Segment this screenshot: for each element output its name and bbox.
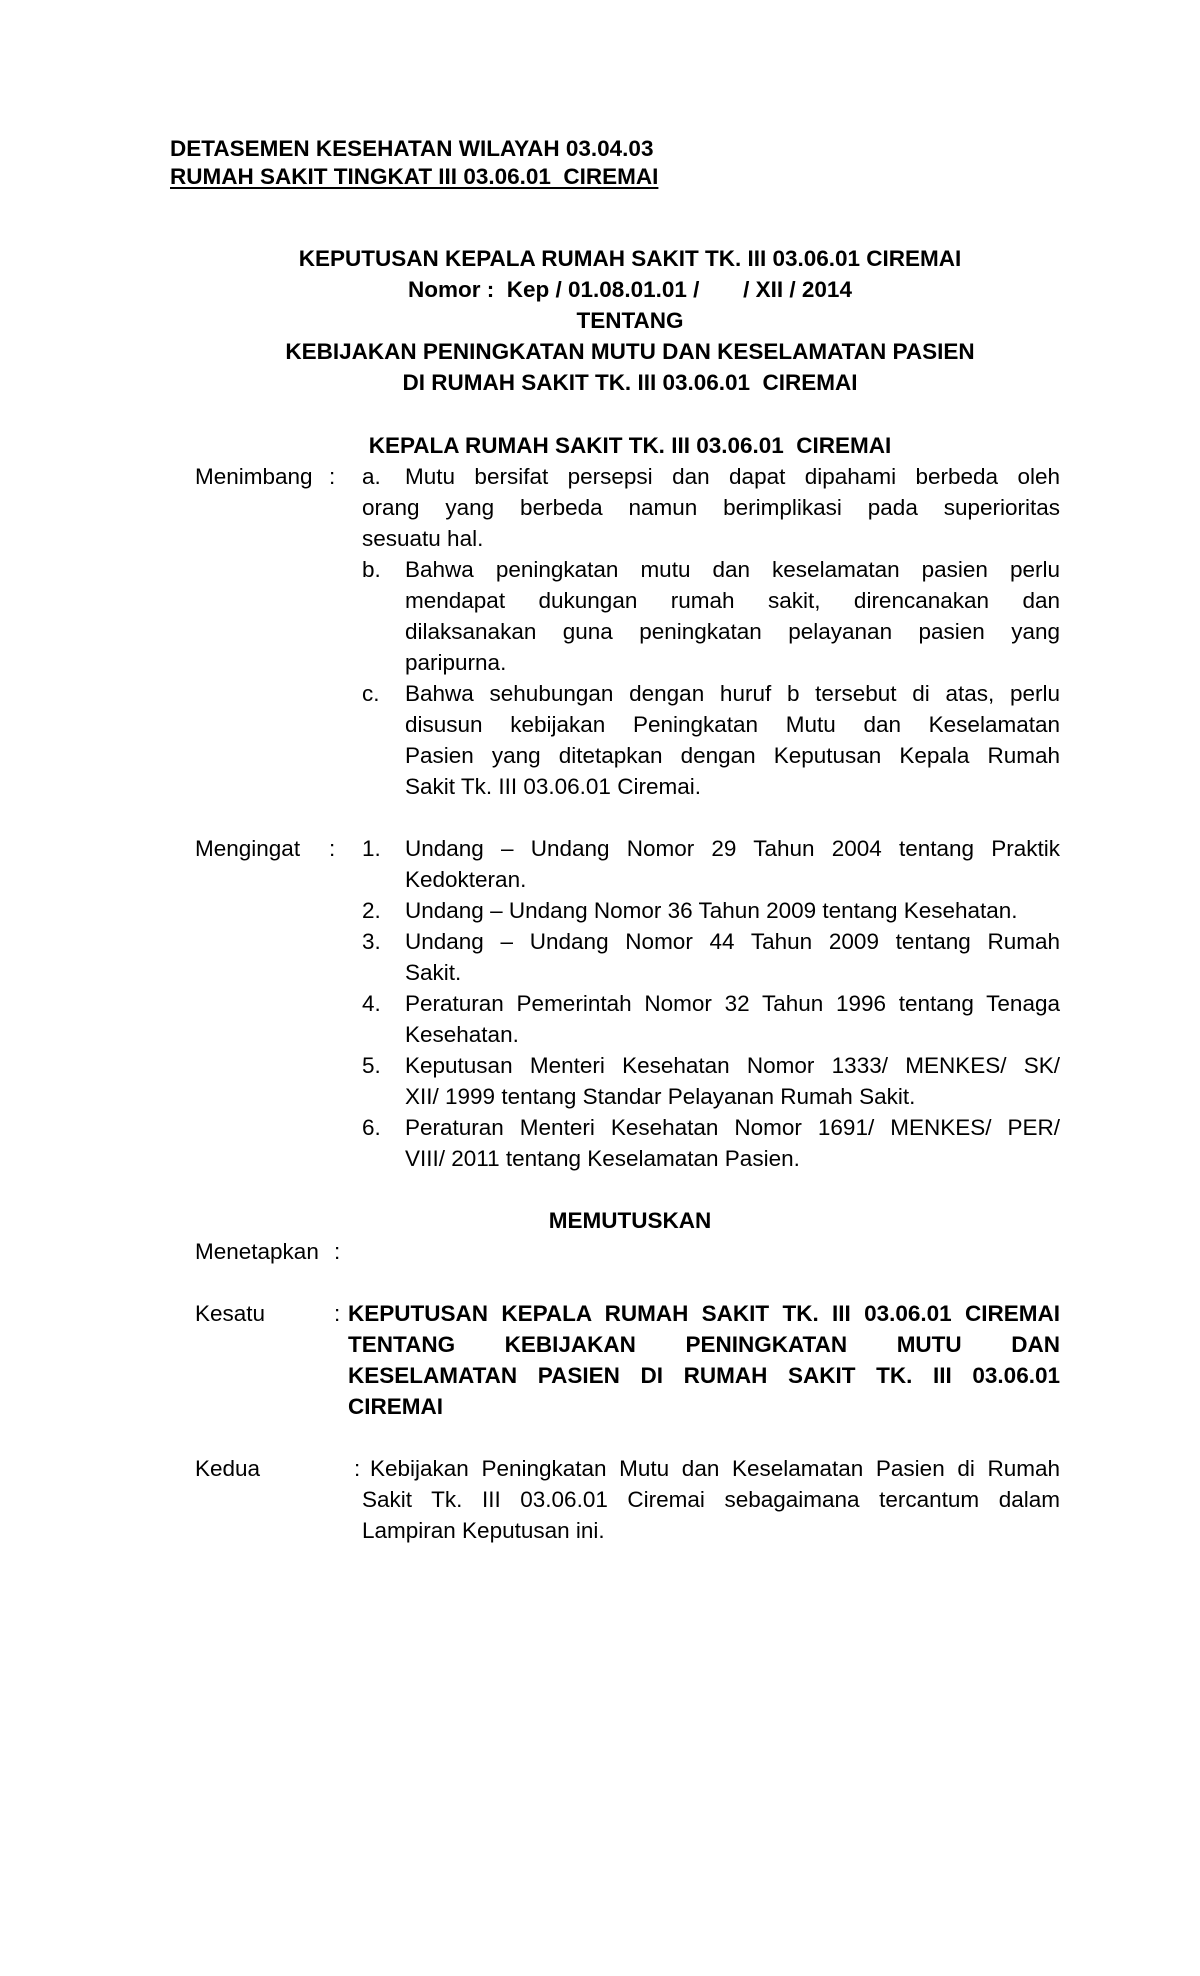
menimbang-b-line2: mendapat dukungan rumah sakit, direncanakan dan [405, 588, 1060, 613]
mengingat-colon: : [329, 836, 336, 861]
mengingat-3-line1: Undang – Undang Nomor 44 Tahun 2009 tentang Rumah [405, 929, 1060, 954]
kedua-line2: Sakit Tk. III 03.06.01 Ciremai sebagaimana tercantum dalam [362, 1487, 1060, 1512]
mengingat-1-line1: Undang – Undang Nomor 29 Tahun 2004 tentang Praktik [405, 836, 1060, 861]
decree-subject-location: DI RUMAH SAKIT TK. III 03.06.01 CIREMAI [402, 370, 858, 395]
mengingat-5-line1: Keputusan Menteri Kesehatan Nomor 1333/ MENKES/ SK/ [405, 1053, 1060, 1078]
menimbang-c-line2: disusun kebijakan Peningkatan Mutu dan Keselamatan [405, 712, 1060, 737]
mengingat-marker-1: 1. [362, 836, 381, 861]
kesatu-line2: TENTANG KEBIJAKAN PENINGKATAN MUTU DAN [348, 1332, 1060, 1357]
menimbang-a-line2: orang yang berbeda namun berimplikasi pada superioritas [362, 495, 1060, 520]
menimbang-colon: : [329, 464, 336, 489]
menimbang-b-line3: dilaksanakan guna peningkatan pelayanan pasien yang [405, 619, 1060, 644]
menimbang-marker-c: c. [362, 681, 380, 706]
mengingat-4-line1: Peraturan Pemerintah Nomor 32 Tahun 1996 tentang Tenaga [405, 991, 1060, 1016]
kedua-label: Kedua [195, 1456, 261, 1481]
menimbang-a-line3: sesuatu hal. [362, 526, 484, 551]
mengingat-5-line2: XII/ 1999 tentang Standar Pelayanan Rumah Sakit. [405, 1084, 916, 1109]
kesatu-label: Kesatu [195, 1301, 266, 1326]
kedua-line1: Kebijakan Peningkatan Mutu dan Keselamatan Pasien di Rumah [370, 1456, 1060, 1481]
header-hospital: RUMAH SAKIT TINGKAT III 03.06.01 CIREMAI [170, 164, 659, 189]
decree-tentang: TENTANG [576, 308, 684, 333]
mengingat-marker-4: 4. [362, 991, 381, 1016]
decree-subject: KEBIJAKAN PENINGKATAN MUTU DAN KESELAMATAN PASIEN [285, 339, 975, 364]
mengingat-marker-2: 2. [362, 898, 381, 923]
menimbang-c-line3: Pasien yang ditetapkan dengan Keputusan Kepala Rumah [405, 743, 1060, 768]
issuer-heading: KEPALA RUMAH SAKIT TK. III 03.06.01 CIREMAI [368, 433, 892, 458]
memutuskan-heading: MEMUTUSKAN [548, 1208, 712, 1233]
menimbang-c-line1: Bahwa sehubungan dengan huruf b tersebut di atas, perlu [405, 681, 1060, 706]
kedua-line3: Lampiran Keputusan ini. [362, 1518, 605, 1543]
menimbang-b-line4: paripurna. [405, 650, 507, 675]
mengingat-marker-5: 5. [362, 1053, 381, 1078]
menimbang-label: Menimbang [195, 464, 313, 489]
header-unit: DETASEMEN KESEHATAN WILAYAH 03.04.03 [170, 136, 654, 161]
kesatu-line4: CIREMAI [348, 1394, 443, 1419]
mengingat-marker-3: 3. [362, 929, 381, 954]
menimbang-marker-a: a. [362, 464, 381, 489]
menimbang-a-line1: Mutu bersifat persepsi dan dapat dipahami berbeda oleh [405, 464, 1060, 489]
kesatu-line3: KESELAMATAN PASIEN DI RUMAH SAKIT TK. III 03.06.01 [348, 1363, 1060, 1388]
decree-title: KEPUTUSAN KEPALA RUMAH SAKIT TK. III 03.06.01 CIREMAI [298, 246, 962, 271]
mengingat-3-line2: Sakit. [405, 960, 462, 985]
kesatu-colon: : [334, 1301, 341, 1326]
menetapkan-label: Menetapkan [195, 1239, 319, 1264]
mengingat-label: Mengingat [195, 836, 301, 861]
mengingat-6-line1: Peraturan Menteri Kesehatan Nomor 1691/ MENKES/ PER/ [405, 1115, 1060, 1140]
decree-number: Nomor : Kep / 01.08.01.01 / / XII / 2014 [408, 277, 852, 302]
mengingat-4-line2: Kesehatan. [405, 1022, 519, 1047]
mengingat-2-line1: Undang – Undang Nomor 36 Tahun 2009 tentang Kesehatan. [405, 898, 1018, 923]
menimbang-b-line1: Bahwa peningkatan mutu dan keselamatan pasien perlu [405, 557, 1060, 582]
mengingat-marker-6: 6. [362, 1115, 381, 1140]
mengingat-6-line2: VIII/ 2011 tentang Keselamatan Pasien. [405, 1146, 800, 1171]
mengingat-1-line2: Kedokteran. [405, 867, 527, 892]
kedua-colon: : [354, 1456, 361, 1481]
kesatu-line1: KEPUTUSAN KEPALA RUMAH SAKIT TK. III 03.06.01 CIREMAI [348, 1301, 1060, 1326]
menetapkan-colon: : [334, 1239, 341, 1264]
menimbang-c-line4: Sakit Tk. III 03.06.01 Ciremai. [405, 774, 701, 799]
menimbang-marker-b: b. [362, 557, 381, 582]
